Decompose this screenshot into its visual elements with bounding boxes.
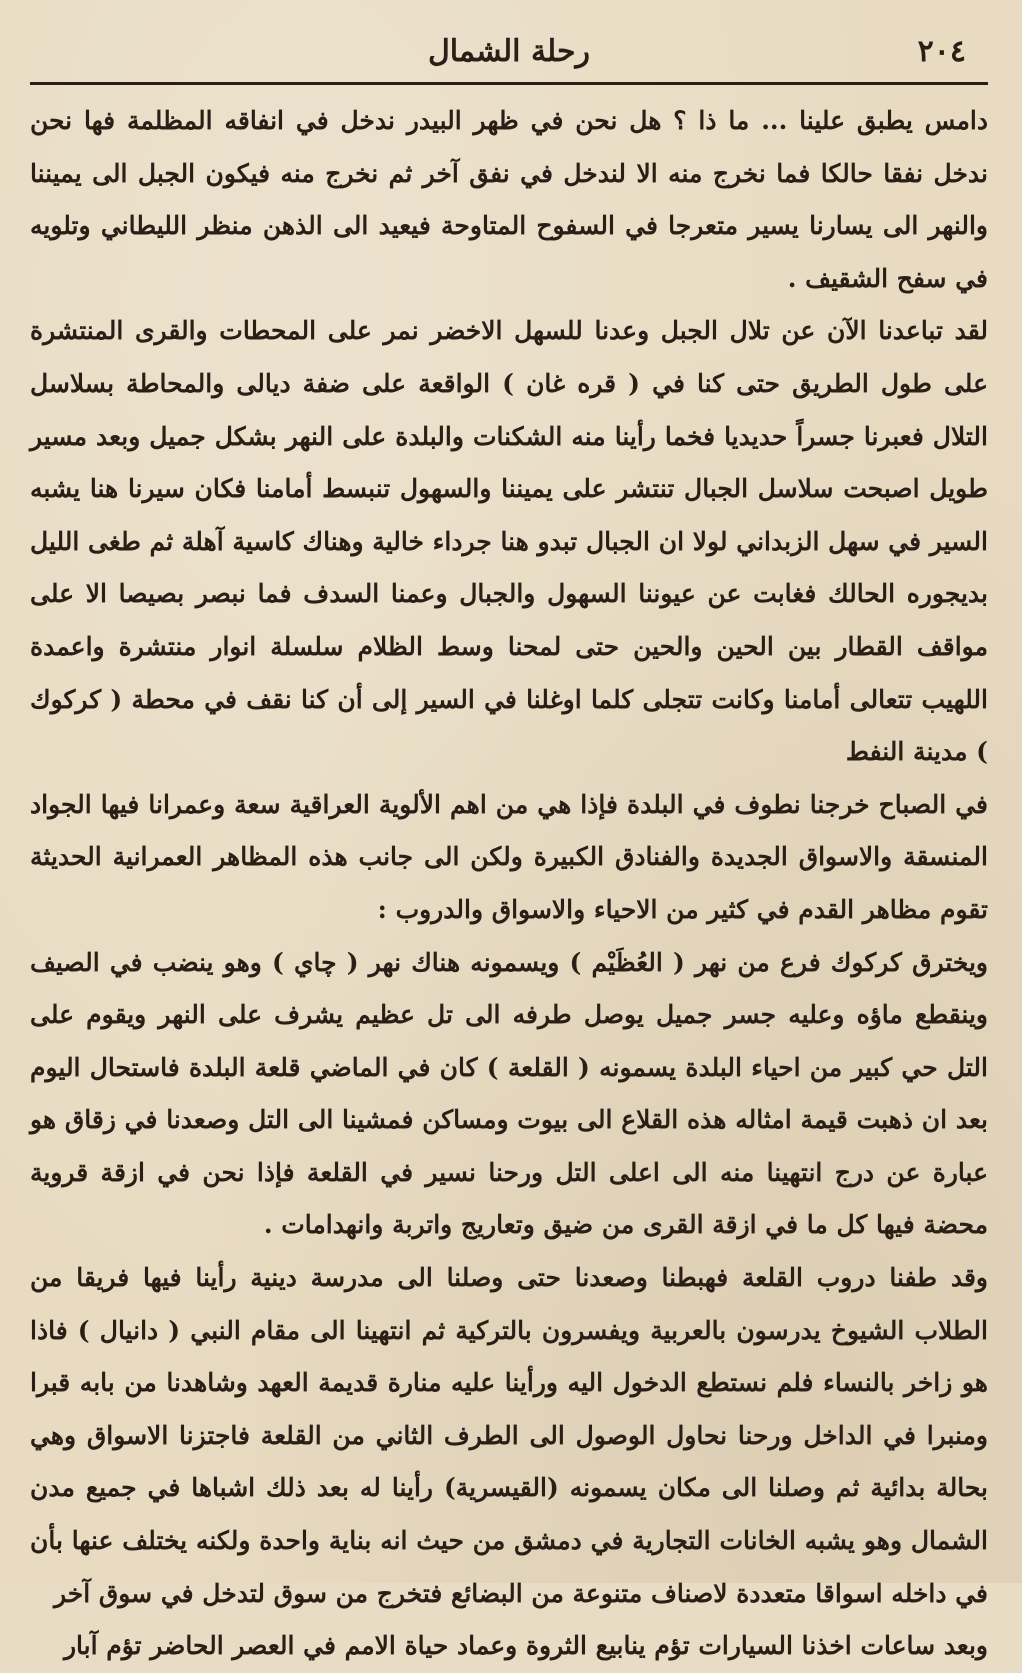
paragraph: في الصباح خرجنا نطوف في البلدة فإذا هي من اهم الألوية العراقية سعة وعمرانا فيها الجواد المنسقة والاسواق الجديدة والفنادق الكبيرة ولكن الى جانب هذه المظاهر العمرانية الحديثة تقوم مظاهر القدم في كثير من الاحياء والاسواق والدروب : (30, 789, 988, 924)
page-header (30, 30, 988, 76)
header-rule (30, 82, 988, 85)
paragraph: دامس يطبق علينا ... ما ذا ؟ هل نحن في ظهر البيدر ندخل في انفاقه المظلمة فها نحن ندخل نفقا حالكا فما نخرج منه الا لندخل في نفق آخر ثم نخرج منه فيكون الجبل الى يميننا والنهر الى يسارنا يسير متعرجا في السفوح المتاوحة فيعيد الى الذهن منظر الليطاني وتلويه في سفح الشقيف . (30, 106, 988, 293)
paragraph: لقد تباعدنا الآن عن تلال الجبل وعدنا للسهل الاخضر نمر على المحطات والقرى المنتشرة على طول الطريق حتى كنا في ( قره غان ) الواقعة على ضفة ديالى والمحاطة بسلاسل التلال فعبرنا جسراً حديديا فخما رأينا منه الشكنات والبلدة على النهر بشكل جميل وبعد مسير طويل اصبحت سلاسل الجبال تنتشر على يميننا والسهول تنبسط أمامنا فكان سيرنا هنا يشبه السير في سهل الزبداني لولا ان الجبال تبدو هنا جرداء خالية وهناك كاسية آهلة ثم طغى الليل بديجوره الحالك فغابت عن عيوننا السهول والجبال وعمنا السدف فما نبصر بصيصا الا على مواقف القطار بين الحين والحين حتى لمحنا وسط الظلام سلسلة انوار منتشرة واعمدة اللهيب تتعالى أمامنا وكانت تتجلى كلما اوغلنا في السير إلى أن كنا نقف في محطة ( كركوك ) مدينة النفط (30, 316, 988, 767)
paragraph: ويخترق كركوك فرع من نهر ( العُظَيْم ) ويسمونه هناك نهر ( چاي ) وهو ينضب في الصيف وينقطع ماؤه وعليه جسر جميل يوصل طرفه الى تل عظيم يشرف على النهر ويقوم على التل حي كبير من احياء البلدة يسمونه ( القلعة ) كان في الماضي قلعة البلدة فاستحال اليوم بعد ان ذهبت قيمة امثاله هذه القلاع الى بيوت ومساكن فمشينا الى التل وصعدنا في زقاق هو عبارة عن درج انتهينا منه الى اعلى التل ورحنا نسير في القلعة فإذا نحن في ازقة قروية محضة فيها كل ما في ازقة القرى من ضيق وتعاريج واتربة وانهدامات . (30, 947, 988, 1240)
paragraph: وبعد ساعات اخذنا السيارات تؤم ينابيع الثروة وعماد حياة الامم في العصر الحاضر تؤم آبار (63, 1631, 988, 1661)
paragraph: وقد طفنا دروب القلعة فهبطنا وصعدنا حتى وصلنا الى مدرسة دينية رأينا فيها فريقا من الطلاب الشيوخ يدرسون بالعربية ويفسرون بالتركية ثم انتهينا الى مقام النبي ( دانيال ) فاذا هو زاخر بالنساء فلم نستطع الدخول اليه ورأينا عليه منارة قديمة العهد وشاهدنا من بابه قبرا ومنبرا في الداخل ورحنا نحاول الوصول الى الطرف الثاني من القلعة فاجتزنا الاسواق وهي بحالة بدائية ثم وصلنا الى مكان يسمونه (القيسرية) رأينا له بعد ذلك اشباها في جميع مدن الشمال وهو يشبه الخانات التجارية في دمشق من حيث انه بناية واحدة ولكنه يختلف عنها بأن في داخله اسواقا متعددة لاصناف متنوعة من البضائع فتخرج من سوق لتدخل في سوق آخر (30, 1263, 988, 1608)
page-number: ٢٠٤ (917, 34, 966, 69)
running-title: رحلة الشمال (427, 34, 590, 69)
page-body (30, 95, 988, 1673)
